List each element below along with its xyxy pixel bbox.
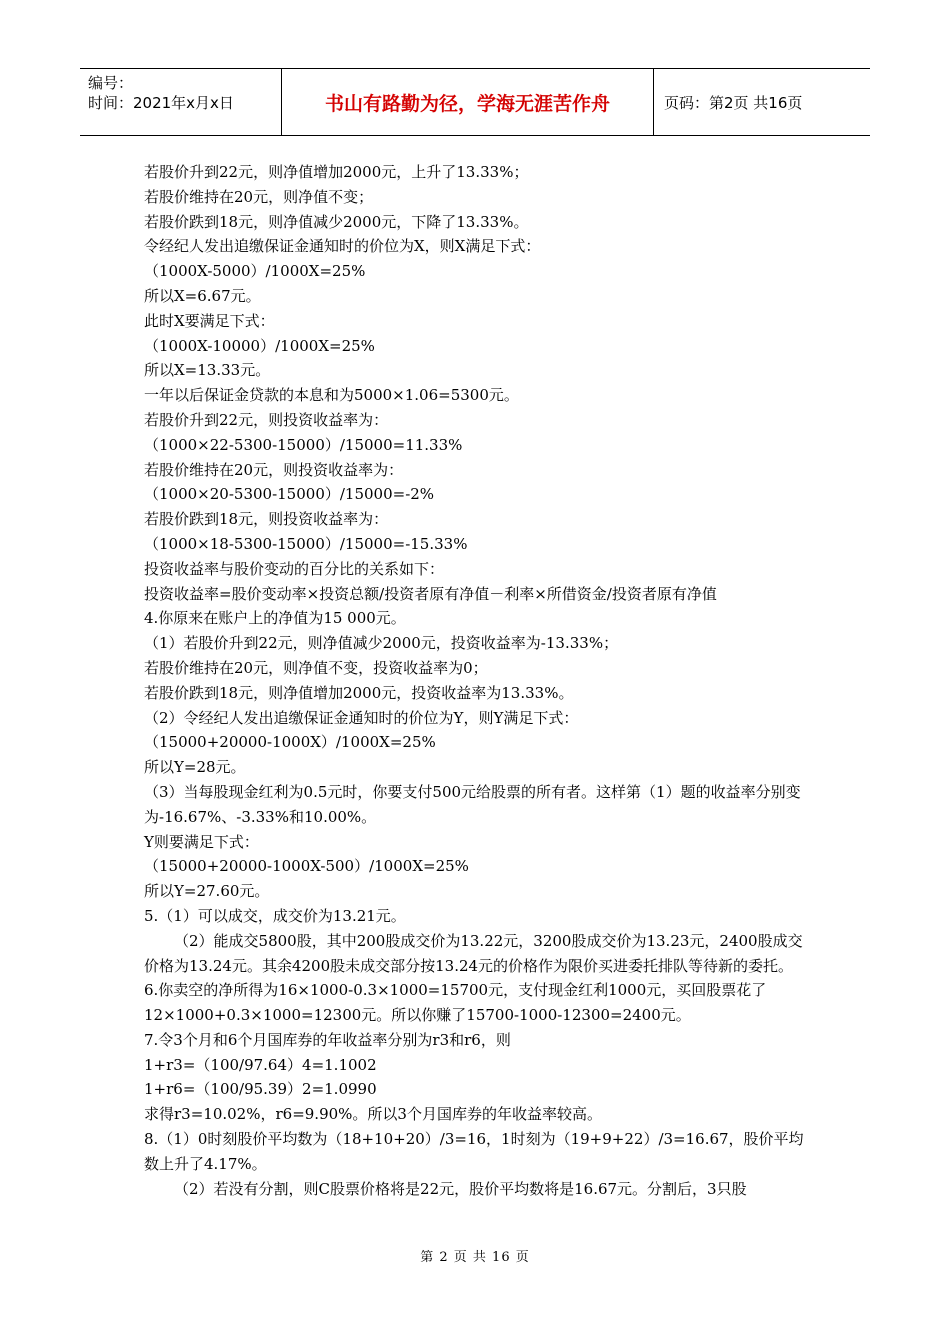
formula-line: （1000×18-5300-15000）/15000=-15.33%: [144, 534, 468, 553]
text-line: 若股价跌到18元，则净值增加2000元，投资收益率为13.33%。: [144, 683, 574, 702]
date-label: 时间：2021年x月x日: [88, 94, 234, 112]
text-paragraph: 6.你卖空的净所得为16×1000-0.3×1000=15700元，支付现金红利1000元，买回股票花了12×1000+0.3×1000=12300元。所以你赚了15700-1000-12300=2400元。: [144, 981, 767, 1025]
text-line: 若股价升到22元，则净值增加2000元，上升了13.33%；: [144, 163, 529, 181]
formula-line: （1000X-10000）/1000X=25%: [144, 336, 375, 355]
page-header: [80, 68, 870, 136]
text-line: 若股价维持在20元，则净值不变；: [144, 187, 374, 206]
text-line: （2）令经纪人发出追缴保证金通知时的价位为Y，则Y满足下式：: [144, 708, 579, 727]
question-heading: 7.令3个月和6个月国库券的年收益率分别为r3和r6，则: [144, 1030, 511, 1049]
formula-line: 投资收益率=股价变动率×投资总额/投资者原有净值－利率×所借资金/投资者原有净值: [144, 584, 717, 603]
header-meta: [80, 69, 282, 135]
serial-label: 编号：: [88, 74, 134, 92]
formula-line: （1000×22-5300-15000）/15000=11.33%: [144, 435, 463, 454]
formula-line: 1+r6=（100/95.39）2=1.0990: [144, 1080, 377, 1099]
text-line: 所以Y=28元。: [144, 758, 246, 777]
text-line: 投资收益率与股价变动的百分比的关系如下：: [144, 559, 445, 578]
text-line: 此时X要满足下式：: [144, 311, 275, 330]
text-line: 若股价升到22元，则投资收益率为：: [144, 410, 389, 429]
text-line: Y则要满足下式：: [144, 832, 259, 851]
text-line: （1）若股价升到22元，则净值减少2000元，投资收益率为-13.33%；: [144, 634, 619, 653]
formula-line: （1000X-5000）/1000X=25%: [144, 262, 366, 281]
formula-line: （15000+20000-1000X-500）/1000X=25%: [144, 857, 469, 876]
formula-line: 1+r3=（100/97.64）4=1.1002: [144, 1055, 377, 1074]
text-line: 所以X=6.67元。: [144, 286, 261, 305]
text-paragraph: （3）当每股现金红利为0.5元时，你要支付500元给股票的所有者。这样第（1）题的收益率分别变为-16.67%、-3.33%和10.00%。: [144, 782, 801, 826]
text-line: 令经纪人发出追缴保证金通知时的价位为X，则X满足下式：: [144, 237, 541, 256]
text-line: 若股价维持在20元，则投资收益率为：: [144, 460, 404, 479]
text-line: 若股价跌到18元，则投资收益率为：: [144, 510, 389, 529]
text-line: 一年以后保证金贷款的本息和为5000×1.06=5300元。: [144, 386, 519, 405]
page-footer: 第 2 页 共 16 页: [420, 1250, 530, 1265]
text-line: 若股价跌到18元，则净值减少2000元，下降了13.33%。: [144, 212, 529, 231]
question-heading: 5.（1）可以成交，成交价为13.21元。: [144, 906, 406, 925]
document-body: [144, 160, 810, 1201]
text-paragraph: 8.（1）0时刻股价平均数为（18+10+20）/3=16，1时刻为（19+9+22）/3=16.67，股价平均数上升了4.17%。: [144, 1130, 804, 1173]
text-line: 若股价维持在20元，则净值不变，投资收益率为0；: [144, 658, 488, 677]
text-line: 求得r3=10.02%，r6=9.90%。所以3个月国库券的年收益率较高。: [144, 1105, 602, 1124]
formula-line: （1000×20-5300-15000）/15000=-2%: [144, 485, 435, 504]
text-line: （2）若没有分割，则C股票价格将是22元，股价平均数将是16.67元。分割后，3只股: [174, 1179, 747, 1198]
text-paragraph: （2）能成交5800股，其中200股成交价为13.22元，3200股成交价为13.23元，2400股成交价格为13.24元。其余4200股未成交部分按13.24元的价格作为限价买进委托排队等待新的委托。: [144, 931, 803, 975]
formula-line: （15000+20000-1000X）/1000X=25%: [144, 733, 436, 752]
text-line: 所以Y=27.60元。: [144, 882, 270, 901]
header-motto: 书山有路勤为径，学海无涯苦作舟: [282, 69, 654, 135]
text-line: 所以X=13.33元。: [144, 361, 271, 380]
header-page-number: 页码：第2页 共16页: [664, 93, 803, 112]
question-heading: 4.你原来在账户上的净值为15 000元。: [144, 609, 406, 628]
